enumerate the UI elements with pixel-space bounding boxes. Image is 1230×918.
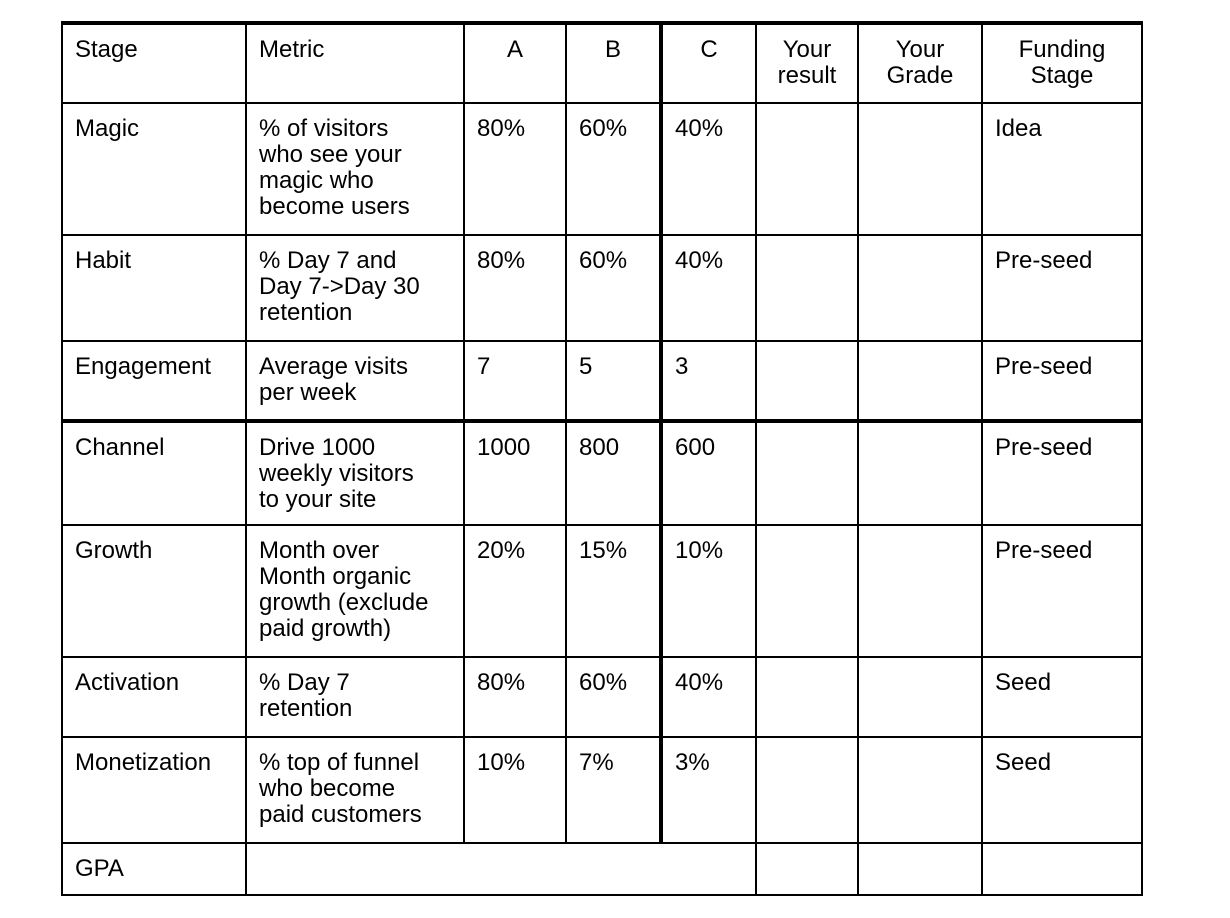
metric-cell bbox=[246, 421, 464, 525]
stage-cell bbox=[62, 421, 246, 525]
metric-cell bbox=[246, 235, 464, 341]
grade-c-cell-text: 40% bbox=[675, 247, 724, 274]
funding-stage-cell bbox=[982, 737, 1142, 843]
grade-c-cell-text: 40% bbox=[675, 669, 724, 696]
header-stage: Stage bbox=[62, 23, 246, 103]
gpa-row bbox=[62, 843, 1142, 895]
your-result-cell bbox=[756, 421, 858, 525]
table-row bbox=[62, 525, 1142, 657]
grade-a-cell bbox=[464, 103, 566, 235]
grade-b-cell bbox=[566, 235, 661, 341]
table-row bbox=[62, 235, 1142, 341]
grade-b-cell-text: 60% bbox=[579, 247, 628, 274]
funding-stage-cell bbox=[982, 235, 1142, 341]
table-row bbox=[62, 737, 1142, 843]
grade-a-cell-text: 10% bbox=[477, 749, 526, 776]
metric-line: retention bbox=[259, 695, 353, 722]
grade-b-cell-text: 7% bbox=[579, 749, 614, 776]
metric-cell bbox=[246, 737, 464, 843]
header-grade-a: A bbox=[464, 23, 566, 103]
funding-stage-cell-text: Pre-seed bbox=[995, 247, 1093, 274]
funding-stage-cell-text: Pre-seed bbox=[995, 537, 1093, 564]
metric-line: paid customers bbox=[259, 801, 422, 828]
your-result-cell bbox=[756, 235, 858, 341]
grade-b-cell-text: 800 bbox=[579, 434, 620, 461]
table-row bbox=[62, 103, 1142, 235]
metric-line: % top of funnel bbox=[259, 749, 420, 776]
metric-line: Month over bbox=[259, 537, 380, 564]
grade-c-cell bbox=[661, 737, 756, 843]
grade-b-cell bbox=[566, 657, 661, 737]
grade-a-cell bbox=[464, 737, 566, 843]
stage-cell-text: Habit bbox=[75, 247, 132, 274]
funding-stage-cell bbox=[982, 657, 1142, 737]
grade-a-cell bbox=[464, 421, 566, 525]
grade-b-cell bbox=[566, 737, 661, 843]
funding-stage-cell-text: Pre-seed bbox=[995, 434, 1093, 461]
grade-b-cell-text: 5 bbox=[579, 353, 593, 380]
metric-cell bbox=[246, 103, 464, 235]
grade-c-cell-text: 3% bbox=[675, 749, 710, 776]
grade-b-cell bbox=[566, 103, 661, 235]
metric-line: growth (exclude bbox=[259, 589, 429, 616]
stage-cell-text: Channel bbox=[75, 434, 165, 461]
grade-a-cell-text: 80% bbox=[477, 669, 526, 696]
metric-line: Average visits bbox=[259, 353, 408, 380]
grade-c-cell bbox=[661, 341, 756, 421]
funding-stage-cell-text: Idea bbox=[995, 115, 1042, 142]
metric-line: Day 7->Day 30 bbox=[259, 273, 420, 300]
gpa-label-cell bbox=[62, 843, 246, 895]
gpa-label-cell-text: GPA bbox=[75, 855, 124, 882]
funding-stage-cell bbox=[982, 525, 1142, 657]
stage-cell-text: Growth bbox=[75, 537, 153, 564]
gpa-your-result-cell bbox=[756, 843, 858, 895]
grade-a-cell-text: 80% bbox=[477, 115, 526, 142]
your-result-cell bbox=[756, 657, 858, 737]
header-grade-c: C bbox=[661, 23, 756, 103]
header-your-grade: Your Grade bbox=[858, 23, 982, 103]
grade-a-cell bbox=[464, 525, 566, 657]
stage-cell bbox=[62, 235, 246, 341]
metric-line: who see your bbox=[259, 141, 402, 168]
metric-line: % of visitors bbox=[259, 115, 389, 142]
metric-line: paid growth) bbox=[259, 615, 392, 642]
grade-a-cell-text: 80% bbox=[477, 247, 526, 274]
metric-line: magic who bbox=[259, 167, 374, 194]
metric-line: become users bbox=[259, 193, 410, 220]
funding-stage-cell bbox=[982, 103, 1142, 235]
header-funding-stage: Funding Stage bbox=[982, 23, 1142, 103]
metric-line: to your site bbox=[259, 486, 377, 513]
stage-cell bbox=[62, 341, 246, 421]
metric-line: % Day 7 bbox=[259, 669, 350, 696]
metric-cell bbox=[246, 341, 464, 421]
funding-stage-cell-text: Seed bbox=[995, 749, 1052, 776]
metric-cell bbox=[246, 657, 464, 737]
your-grade-cell bbox=[858, 657, 982, 737]
grade-a-cell-text: 20% bbox=[477, 537, 526, 564]
stage-cell-text: Engagement bbox=[75, 353, 212, 380]
grade-b-cell bbox=[566, 341, 661, 421]
grade-c-cell bbox=[661, 657, 756, 737]
table-body bbox=[62, 103, 1142, 895]
metric-line: % Day 7 and bbox=[259, 247, 397, 274]
your-result-cell bbox=[756, 103, 858, 235]
grade-c-cell bbox=[661, 235, 756, 341]
header-metric: Metric bbox=[246, 23, 464, 103]
header-row bbox=[62, 23, 1142, 103]
gpa-your-grade-cell bbox=[858, 843, 982, 895]
grade-b-cell-text: 60% bbox=[579, 115, 628, 142]
metric-line: Month organic bbox=[259, 563, 412, 590]
your-grade-cell bbox=[858, 341, 982, 421]
stage-cell bbox=[62, 737, 246, 843]
stage-metrics-table bbox=[61, 21, 1143, 896]
grade-c-cell bbox=[661, 525, 756, 657]
funding-stage-cell bbox=[982, 421, 1142, 525]
grade-c-cell-text: 40% bbox=[675, 115, 724, 142]
metric-line: Drive 1000 bbox=[259, 434, 376, 461]
your-grade-cell bbox=[858, 103, 982, 235]
metric-line: per week bbox=[259, 379, 357, 406]
grade-c-cell-text: 600 bbox=[675, 434, 716, 461]
metric-cell bbox=[246, 525, 464, 657]
stage-cell bbox=[62, 103, 246, 235]
grade-c-cell bbox=[661, 103, 756, 235]
stage-cell-text: Activation bbox=[75, 669, 180, 696]
stage-cell-text: Monetization bbox=[75, 749, 212, 776]
your-result-cell bbox=[756, 737, 858, 843]
grade-b-cell-text: 60% bbox=[579, 669, 628, 696]
your-grade-cell bbox=[858, 737, 982, 843]
stage-cell-text: Magic bbox=[75, 115, 140, 142]
grade-b-cell-text: 15% bbox=[579, 537, 628, 564]
funding-stage-cell-text: Seed bbox=[995, 669, 1052, 696]
funding-stage-cell-text: Pre-seed bbox=[995, 353, 1093, 380]
grade-c-cell-text: 10% bbox=[675, 537, 724, 564]
metric-line: retention bbox=[259, 299, 353, 326]
table-row bbox=[62, 421, 1142, 525]
funding-stage-cell bbox=[982, 341, 1142, 421]
grade-b-cell bbox=[566, 421, 661, 525]
your-result-cell bbox=[756, 525, 858, 657]
gpa-funding-stage-cell bbox=[982, 843, 1142, 895]
grade-a-cell-text: 1000 bbox=[477, 434, 531, 461]
grade-a-cell bbox=[464, 341, 566, 421]
table-row bbox=[62, 341, 1142, 421]
table-row bbox=[62, 657, 1142, 737]
metric-line: weekly visitors bbox=[259, 460, 414, 487]
grade-a-cell bbox=[464, 235, 566, 341]
grade-a-cell-text: 7 bbox=[477, 353, 491, 380]
metric-line: who become bbox=[259, 775, 396, 802]
grade-b-cell bbox=[566, 525, 661, 657]
your-grade-cell bbox=[858, 421, 982, 525]
header-your-result: Your result bbox=[756, 23, 858, 103]
your-grade-cell bbox=[858, 525, 982, 657]
stage-cell bbox=[62, 657, 246, 737]
your-grade-cell bbox=[858, 235, 982, 341]
stage-cell bbox=[62, 525, 246, 657]
your-result-cell bbox=[756, 341, 858, 421]
grade-a-cell bbox=[464, 657, 566, 737]
gpa-value-cell bbox=[246, 843, 756, 895]
grade-c-cell-text: 3 bbox=[675, 353, 689, 380]
header-grade-b: B bbox=[566, 23, 661, 103]
grade-c-cell bbox=[661, 421, 756, 525]
